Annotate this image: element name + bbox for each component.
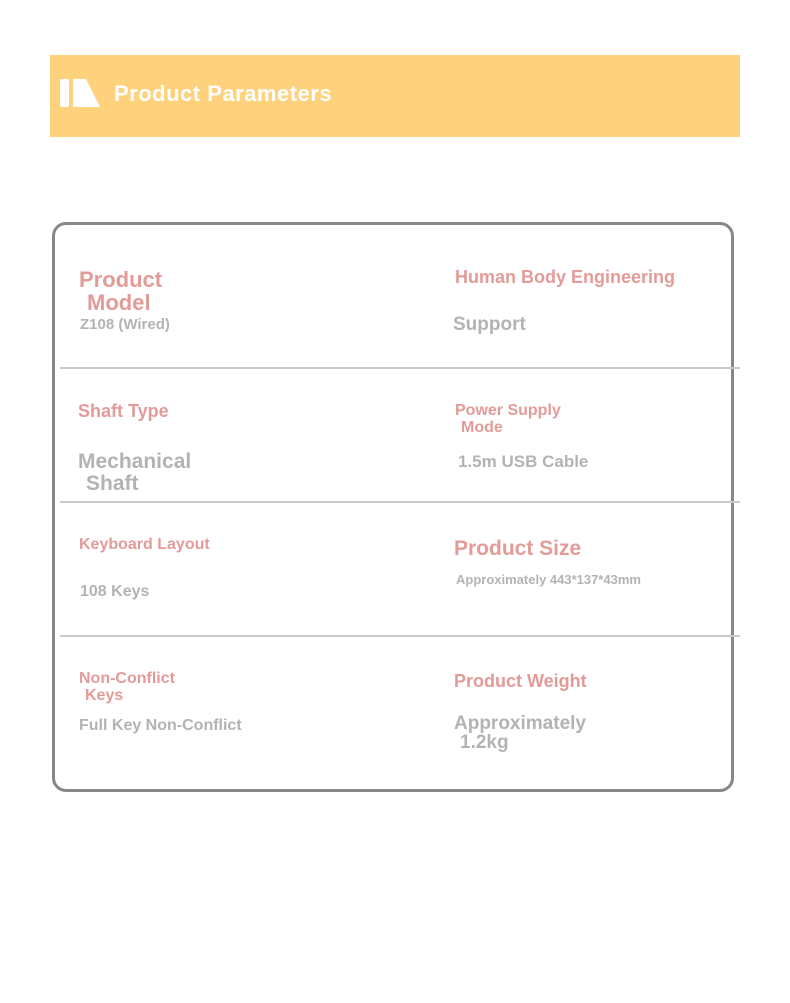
layout-value: 108 Keys bbox=[80, 583, 150, 600]
shaft-value-line2: Shaft bbox=[86, 472, 139, 495]
power-label-line2: Mode bbox=[461, 419, 503, 436]
row-divider bbox=[60, 501, 740, 503]
weight-value-line2: 1.2kg bbox=[460, 732, 509, 753]
layout-label: Keyboard Layout bbox=[79, 536, 210, 553]
model-label-line1: Product bbox=[79, 267, 163, 292]
model-value: Z108 (Wired) bbox=[80, 316, 170, 333]
row-divider bbox=[60, 635, 740, 637]
weight-value-line1: Approximately bbox=[454, 713, 586, 734]
ergonomics-label: Human Body Engineering bbox=[455, 267, 676, 287]
weight-label: Product Weight bbox=[454, 671, 587, 691]
power-label-line1: Power Supply bbox=[455, 402, 561, 419]
spec-card bbox=[52, 222, 734, 792]
shaft-label: Shaft Type bbox=[78, 401, 169, 421]
conflict-label-line2: Keys bbox=[85, 687, 124, 704]
ergonomics-value: Support bbox=[453, 314, 526, 335]
size-value: Approximately 443*137*43mm bbox=[456, 572, 641, 587]
model-label-line2: Model bbox=[87, 290, 151, 315]
row-divider bbox=[60, 367, 740, 369]
product-parameters-banner bbox=[50, 55, 740, 137]
banner-title: Product Parameters bbox=[114, 81, 333, 106]
conflict-label-line1: Non-Conflict bbox=[79, 670, 175, 687]
shaft-value-line1: Mechanical bbox=[78, 450, 192, 473]
conflict-value: Full Key Non-Conflict bbox=[79, 717, 242, 734]
bookmark-shape-icon bbox=[60, 79, 100, 107]
size-label: Product Size bbox=[454, 537, 582, 560]
power-value: 1.5m USB Cable bbox=[458, 452, 589, 471]
